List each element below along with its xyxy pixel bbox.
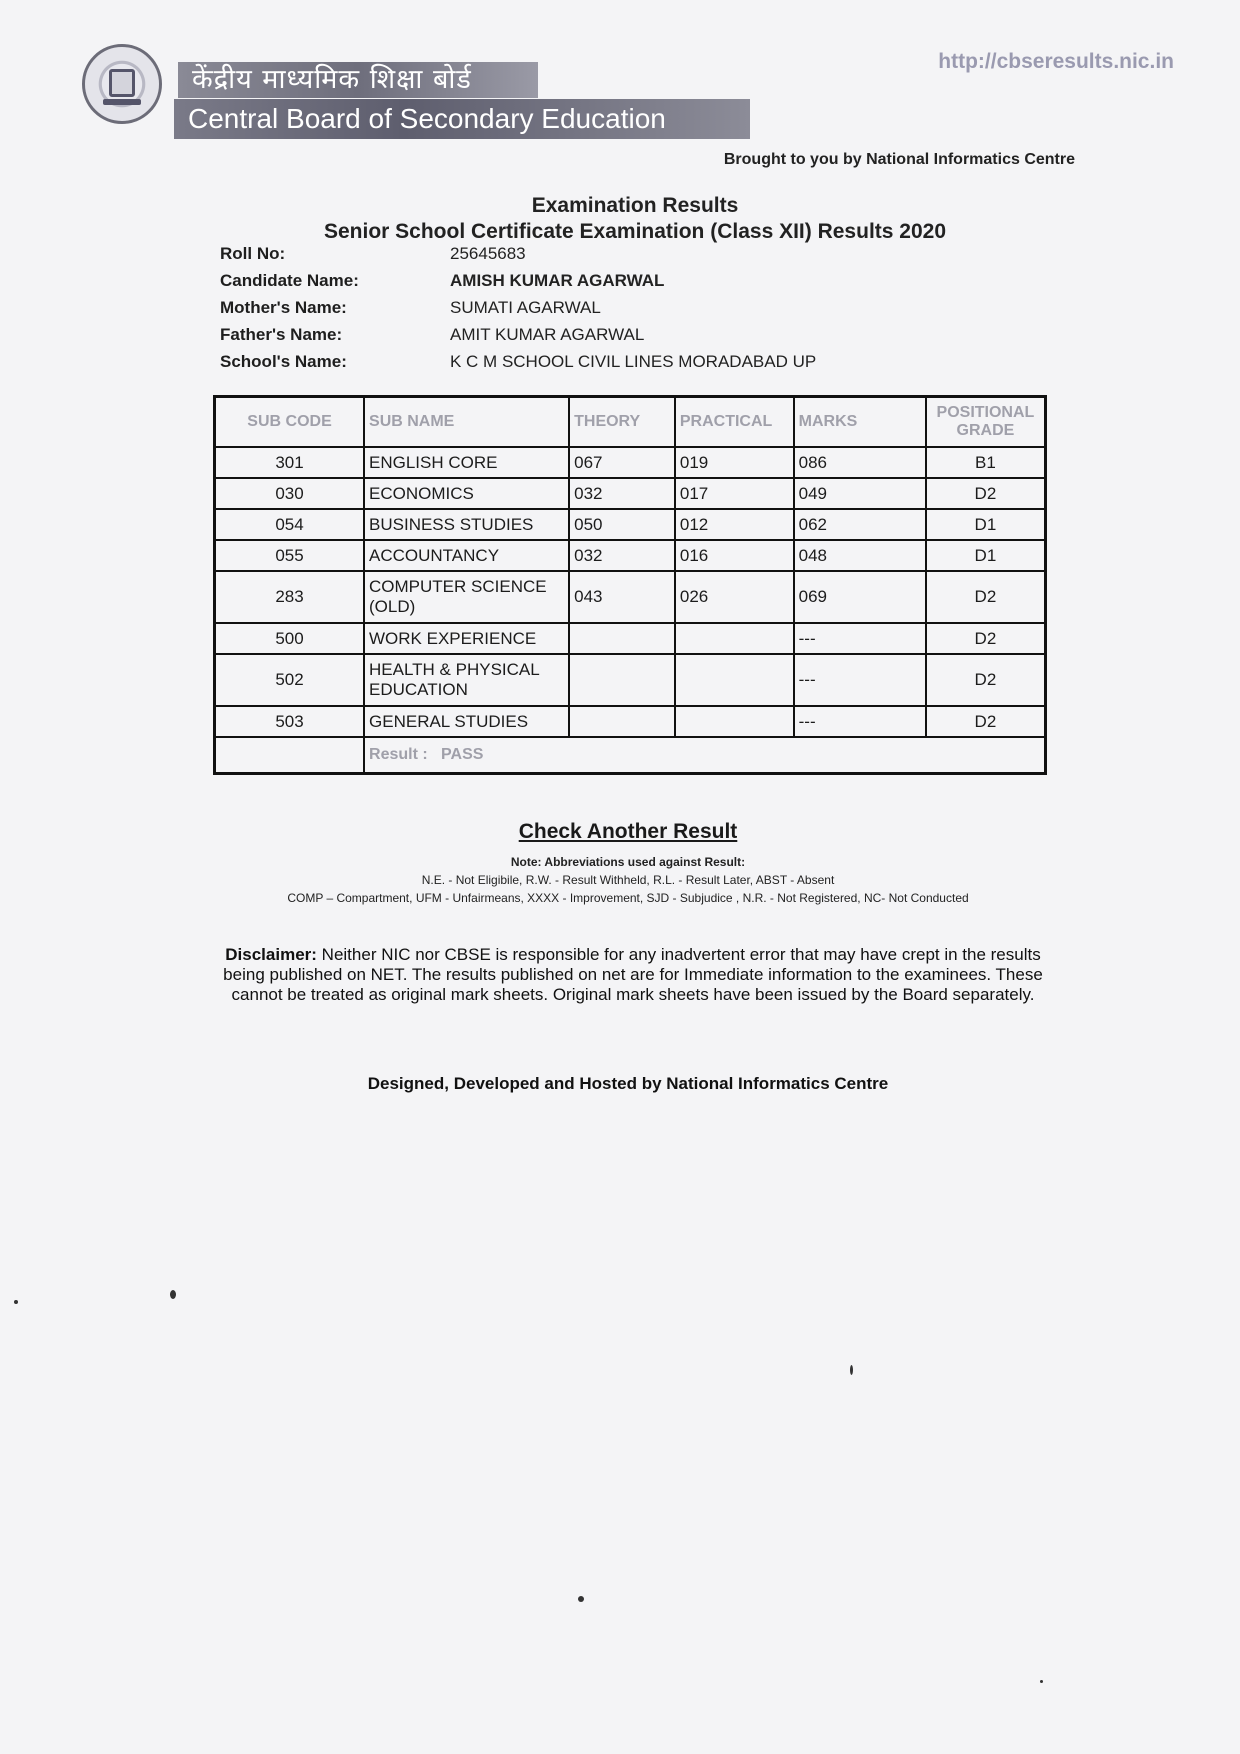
header-marks: MARKS xyxy=(794,397,926,448)
cbse-logo-icon xyxy=(82,44,162,124)
check-another-result-link[interactable]: Check Another Result xyxy=(518,820,738,843)
total-marks: 062 xyxy=(794,509,926,540)
father-name-value: AMIT KUMAR AGARWAL xyxy=(450,325,645,344)
practical-marks: 012 xyxy=(675,509,794,540)
theory-marks xyxy=(569,623,675,654)
notes-line-1: N.E. - Not Eligibile, R.W. - Result Withheld, R.L. - Result Later, ABST - Absent xyxy=(421,873,835,887)
result-cell xyxy=(364,737,1045,774)
site-url-link[interactable]: http://cbseresults.nic.in xyxy=(938,50,1174,73)
candidate-name-value: AMISH KUMAR AGARWAL xyxy=(450,271,665,290)
sub-name: HEALTH & PHYSICAL EDUCATION xyxy=(364,654,569,706)
sub-code: 054 xyxy=(215,509,365,540)
practical-marks: 016 xyxy=(675,540,794,571)
disclaimer xyxy=(215,945,1051,1005)
total-marks: 086 xyxy=(794,447,926,478)
sub-code: 500 xyxy=(215,623,365,654)
school-name-value: K C M SCHOOL CIVIL LINES MORADABAD UP xyxy=(450,352,817,371)
sub-code: 301 xyxy=(215,447,365,478)
candidate-name-label: Candidate Name: xyxy=(220,271,359,290)
theory-marks: 043 xyxy=(569,571,675,623)
mother-name-label: Mother's Name: xyxy=(220,298,347,317)
total-marks: --- xyxy=(794,706,926,737)
positional-grade: D2 xyxy=(926,571,1046,623)
table-header-row xyxy=(215,397,1046,448)
header-sub-name: SUB NAME xyxy=(364,397,569,448)
table-row xyxy=(215,706,1046,737)
exam-name-title: Senior School Certificate Examination (Class XII) Results 2020 xyxy=(323,220,947,243)
brought-by-text: Brought to you by National Informatics Centre xyxy=(723,151,1075,168)
table-row xyxy=(215,571,1046,623)
disclaimer-label: Disclaimer: xyxy=(225,945,317,964)
result-value: PASS xyxy=(441,746,484,763)
table-row xyxy=(215,478,1046,509)
school-name-label: School's Name: xyxy=(220,352,347,371)
sub-name: ACCOUNTANCY xyxy=(364,540,569,571)
header-practical: PRACTICAL xyxy=(675,397,794,448)
father-name-label: Father's Name: xyxy=(220,325,343,344)
header-positional-grade: POSITIONAL GRADE xyxy=(926,397,1046,448)
practical-marks xyxy=(675,654,794,706)
result-row xyxy=(215,737,1046,774)
total-marks: 069 xyxy=(794,571,926,623)
scan-speck xyxy=(1040,1680,1043,1683)
hindi-title: केंद्रीय माध्यमिक शिक्षा बोर्ड xyxy=(178,62,538,98)
theory-marks xyxy=(569,706,675,737)
practical-marks: 017 xyxy=(675,478,794,509)
sub-code: 030 xyxy=(215,478,365,509)
theory-marks xyxy=(569,654,675,706)
table-row xyxy=(215,509,1046,540)
exam-results-title: Examination Results xyxy=(531,194,739,217)
result-label: Result : xyxy=(369,746,428,763)
total-marks: --- xyxy=(794,654,926,706)
header-sub-code: SUB CODE xyxy=(215,397,365,448)
roll-no-value: 25645683 xyxy=(450,244,526,263)
positional-grade: B1 xyxy=(926,447,1046,478)
scan-speck xyxy=(578,1596,584,1602)
practical-marks xyxy=(675,706,794,737)
total-marks: 048 xyxy=(794,540,926,571)
total-marks: --- xyxy=(794,623,926,654)
positional-grade: D1 xyxy=(926,509,1046,540)
table-row xyxy=(215,540,1046,571)
positional-grade: D2 xyxy=(926,706,1046,737)
header-theory: THEORY xyxy=(569,397,675,448)
positional-grade: D2 xyxy=(926,623,1046,654)
total-marks: 049 xyxy=(794,478,926,509)
scan-speck xyxy=(170,1290,176,1299)
notes-line-2: COMP – Compartment, UFM - Unfairmeans, XXXX - Improvement, SJD - Subjudice , N.R. - Not Registered, NC- Not Conducted xyxy=(287,891,969,905)
scan-speck xyxy=(850,1365,853,1375)
theory-marks: 050 xyxy=(569,509,675,540)
practical-marks: 019 xyxy=(675,447,794,478)
roll-no-label: Roll No: xyxy=(220,244,286,263)
theory-marks: 032 xyxy=(569,540,675,571)
theory-marks: 032 xyxy=(569,478,675,509)
marks-table xyxy=(213,395,1047,775)
sub-name: WORK EXPERIENCE xyxy=(364,623,569,654)
scan-speck xyxy=(14,1300,18,1304)
table-row xyxy=(215,447,1046,478)
sub-name: ENGLISH CORE xyxy=(364,447,569,478)
positional-grade: D1 xyxy=(926,540,1046,571)
sub-name: ECONOMICS xyxy=(364,478,569,509)
positional-grade: D2 xyxy=(926,654,1046,706)
theory-marks: 067 xyxy=(569,447,675,478)
english-title: Central Board of Secondary Education xyxy=(174,99,750,139)
sub-name: GENERAL STUDIES xyxy=(364,706,569,737)
table-row xyxy=(215,623,1046,654)
sub-code: 283 xyxy=(215,571,365,623)
practical-marks: 026 xyxy=(675,571,794,623)
practical-marks xyxy=(675,623,794,654)
sub-code: 502 xyxy=(215,654,365,706)
table-row xyxy=(215,654,1046,706)
result-empty-cell xyxy=(215,737,365,774)
footer-credit: Designed, Developed and Hosted by National Informatics Centre xyxy=(367,1074,889,1093)
positional-grade: D2 xyxy=(926,478,1046,509)
sub-name: BUSINESS STUDIES xyxy=(364,509,569,540)
sub-name: COMPUTER SCIENCE (OLD) xyxy=(364,571,569,623)
sub-code: 503 xyxy=(215,706,365,737)
mother-name-value: SUMATI AGARWAL xyxy=(450,298,601,317)
disclaimer-text: Neither NIC nor CBSE is responsible for any inadvertent error that may have crept in the results being published on NET. The results published on net are for Immediate information to the examinees. These cannot be treated as original mark sheets. Original mark sheets have been issued by the Board separately. xyxy=(223,945,1043,1004)
sub-code: 055 xyxy=(215,540,365,571)
notes-heading: Note: Abbreviations used against Result: xyxy=(510,855,746,869)
